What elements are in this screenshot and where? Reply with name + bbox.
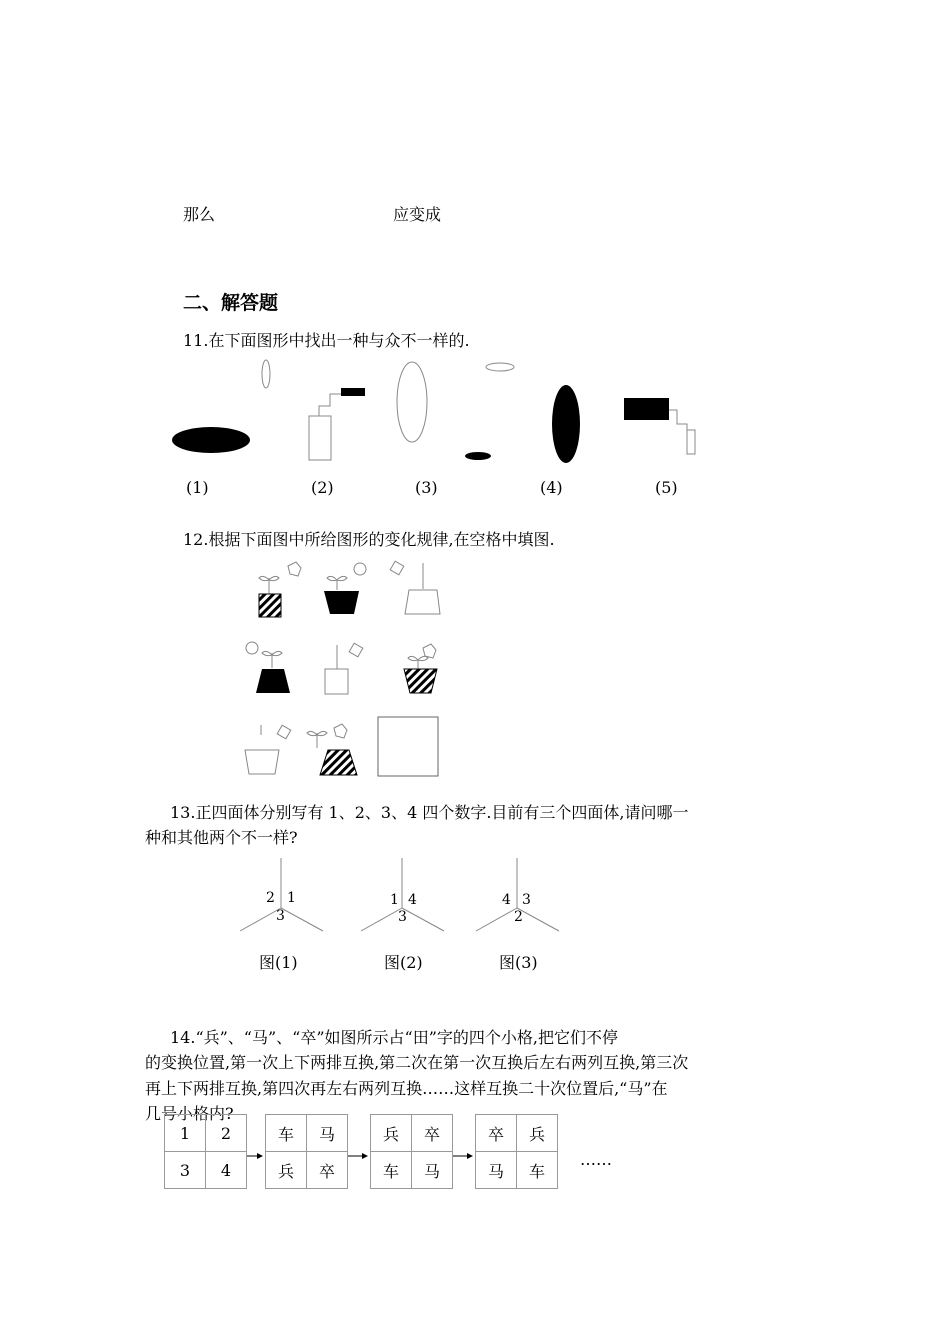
tetra3-left: 4 <box>502 892 511 908</box>
q14-ellipsis: …… <box>580 1150 612 1169</box>
grid-cell: 车 <box>266 1115 307 1152</box>
grid-cell: 4 <box>206 1152 247 1189</box>
grid-cell: 卒 <box>412 1115 453 1152</box>
tetra2-right: 4 <box>408 892 417 908</box>
tetra2-left: 1 <box>390 892 399 908</box>
q11-text: 11.在下面图形中找出一种与众不一样的. <box>183 331 470 350</box>
q13-text-line1: 13.正四面体分别写有 1、2、3、4 四个数字.目前有三个四面体,请问哪一 <box>170 803 689 822</box>
tetra2-bottom: 3 <box>398 909 407 925</box>
should-become-label: 应变成 <box>393 205 442 224</box>
grid-cell: 马 <box>476 1152 517 1189</box>
section-title: 二、解答题 <box>183 292 279 314</box>
tetra3-bottom: 2 <box>514 909 523 925</box>
tetra3-caption: 图(3) <box>499 953 538 972</box>
q14-line3: 再上下两排互换,第四次再左右两列互换……这样互换二十次位置后,“马”在 <box>145 1079 668 1098</box>
q14-line1: 14.“兵”、“马”、“卒”如图所示占“田”字的四个小格,把它们不停 <box>170 1028 618 1047</box>
q11-label-5: (5) <box>655 478 678 497</box>
q14-line2: 的变换位置,第一次上下两排互换,第二次在第一次互换后左右两列互换,第三次 <box>145 1053 689 1072</box>
grid-cell: 2 <box>206 1115 247 1152</box>
q11-label-2: (2) <box>311 478 334 497</box>
grid-cell: 车 <box>371 1152 412 1189</box>
tetra1-right: 1 <box>287 890 296 906</box>
tetra1-left: 2 <box>266 890 275 906</box>
q11-label-1: (1) <box>186 478 209 497</box>
q11-label-3: (3) <box>415 478 438 497</box>
tetra1-caption: 图(1) <box>259 953 298 972</box>
then-label: 那么 <box>183 205 216 224</box>
tetra1-bottom: 3 <box>276 908 285 924</box>
q12-text: 12.根据下面图中所给图形的变化规律,在空格中填图. <box>183 530 555 549</box>
grid-cell: 马 <box>307 1115 348 1152</box>
grid-cell: 车 <box>517 1152 558 1189</box>
grid-cell: 卒 <box>307 1152 348 1189</box>
grid-cell: 马 <box>412 1152 453 1189</box>
tetra3-right: 3 <box>522 892 531 908</box>
grid-cell: 兵 <box>266 1152 307 1189</box>
q11-label-4: (4) <box>540 478 563 497</box>
grid-cell: 兵 <box>371 1115 412 1152</box>
tetra2-caption: 图(2) <box>384 953 423 972</box>
grid-cell: 1 <box>165 1115 206 1152</box>
grid-cell: 卒 <box>476 1115 517 1152</box>
q13-text-line2: 种和其他两个不一样? <box>145 828 298 847</box>
q14-line4: 几号小格内? <box>145 1104 234 1123</box>
grid-cell: 3 <box>165 1152 206 1189</box>
grid-cell: 兵 <box>517 1115 558 1152</box>
